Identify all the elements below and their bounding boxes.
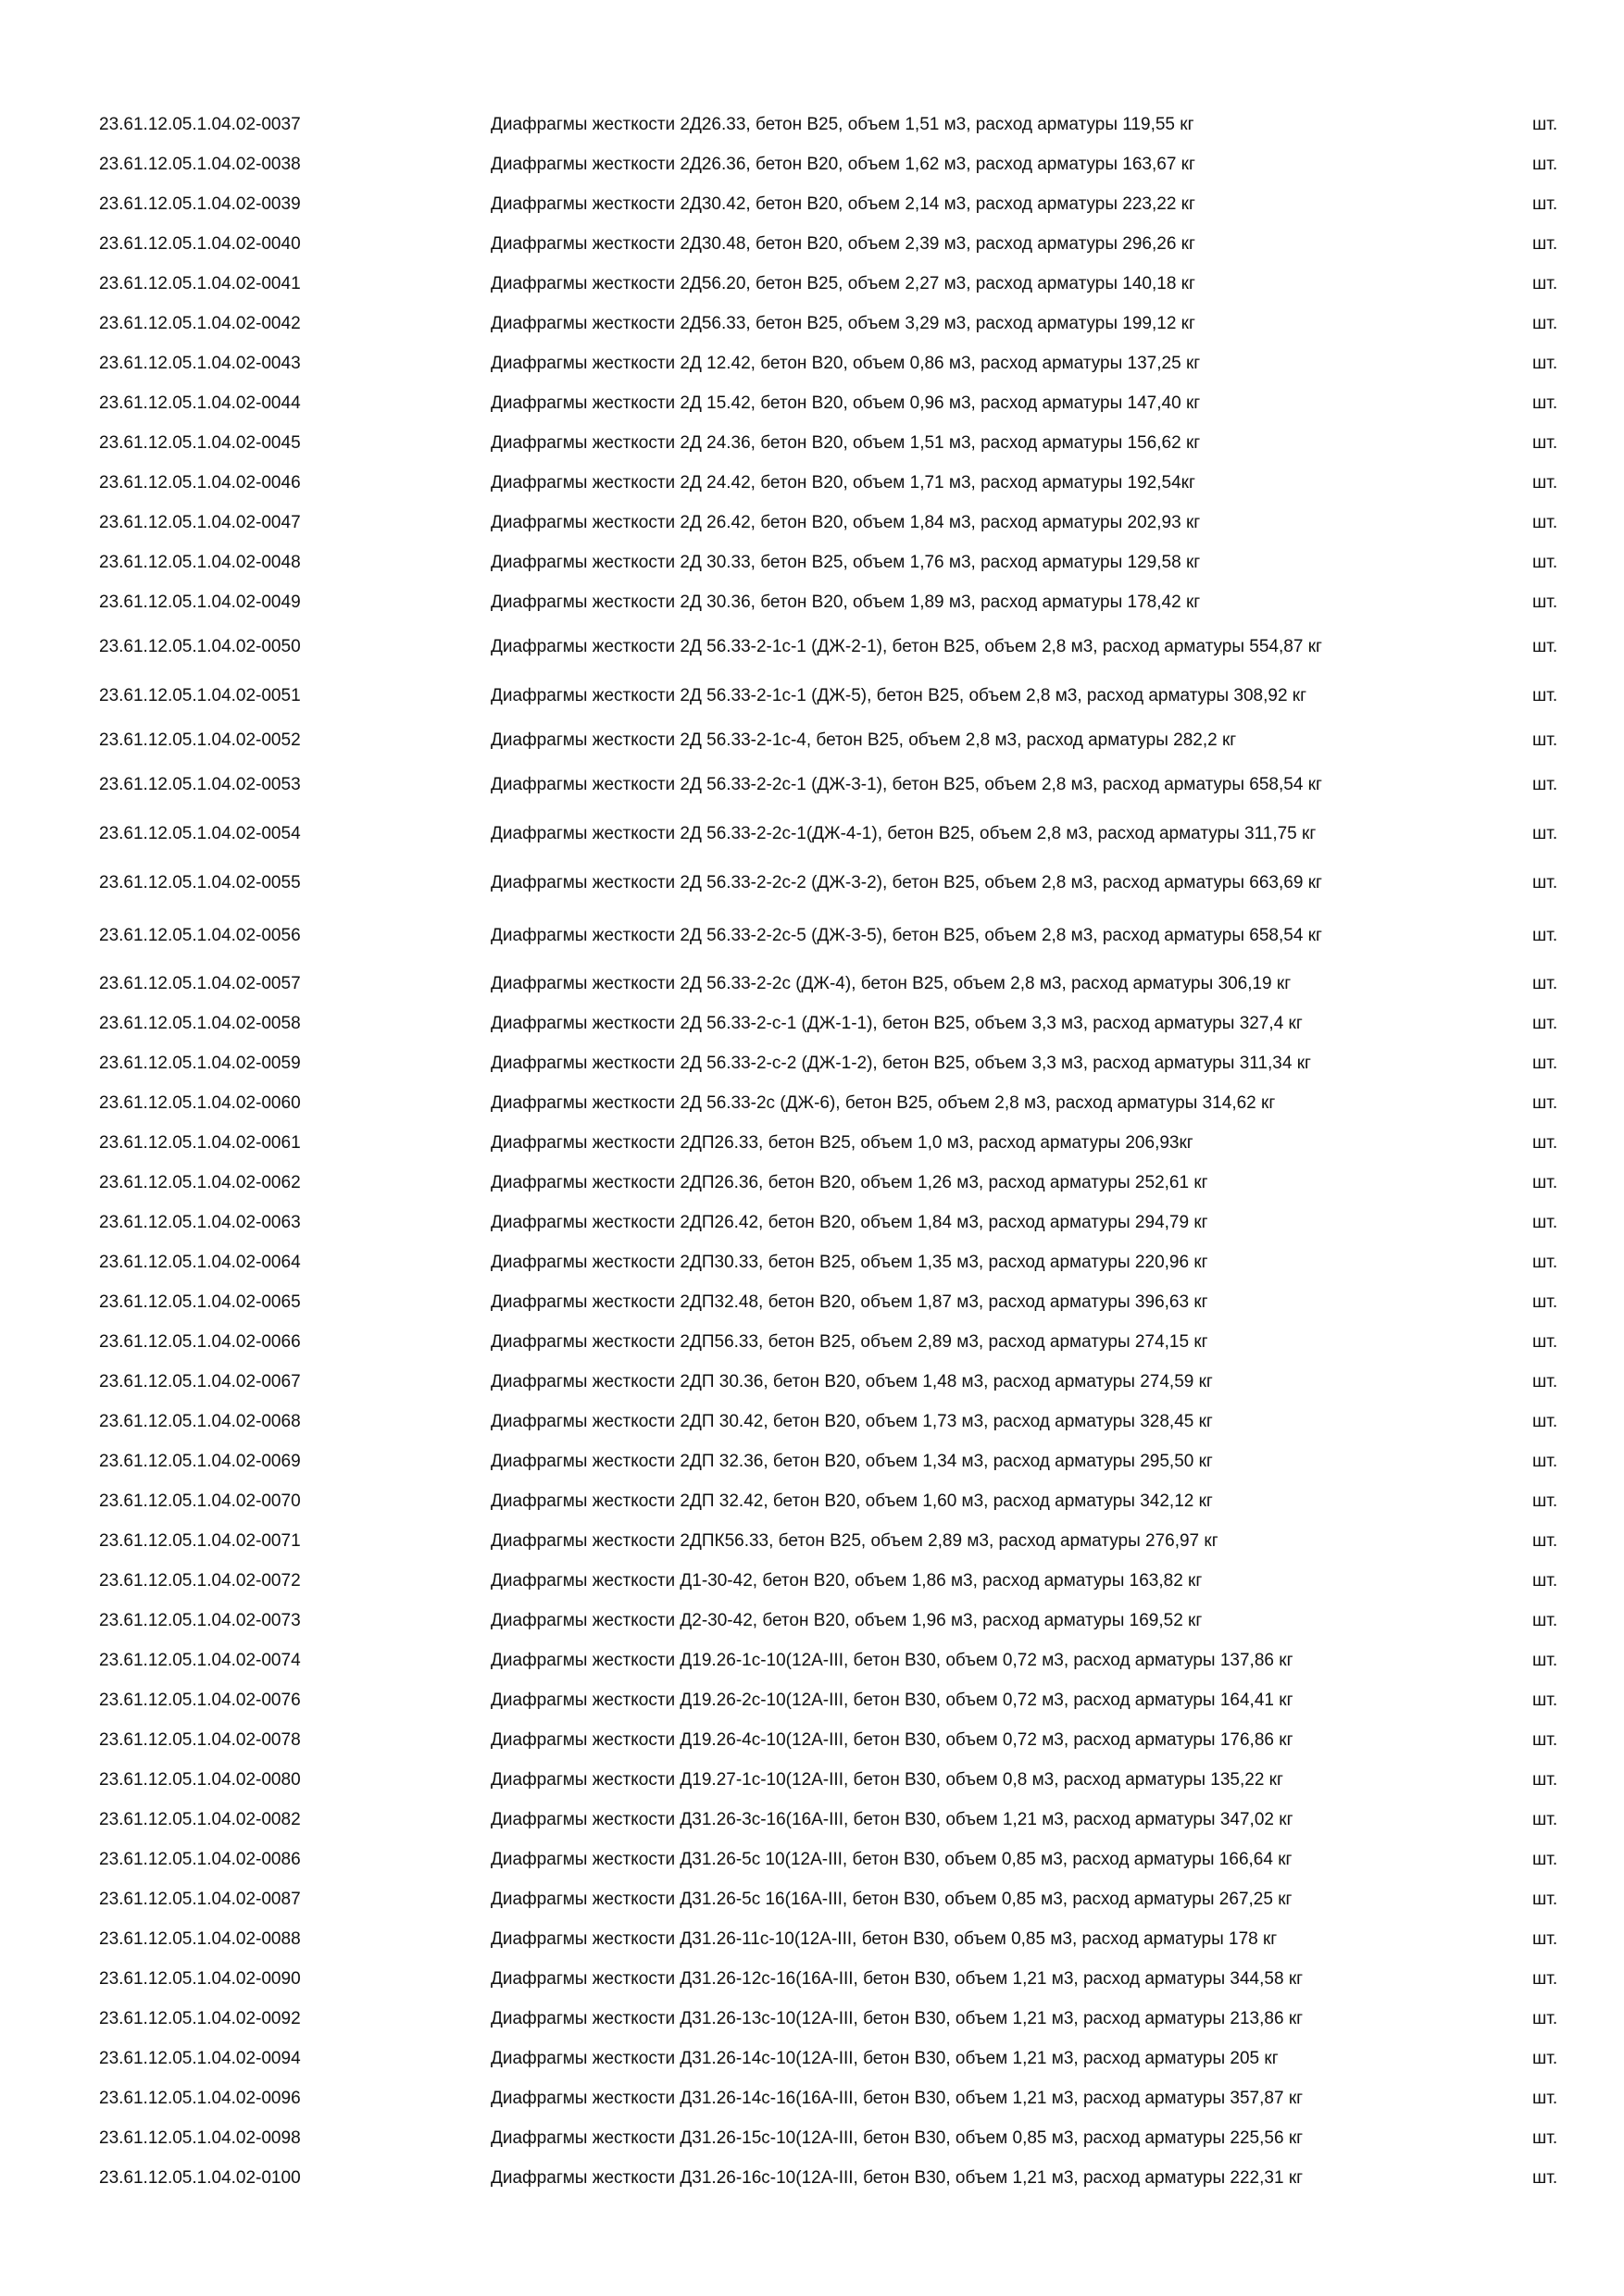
row-code: 23.61.12.05.1.04.02-0100 <box>99 2167 301 2188</box>
table-row <box>0 423 1624 463</box>
row-unit: шт. <box>1532 1610 1558 1630</box>
table-row <box>0 1720 1624 1760</box>
row-description: Диафрагмы жесткости Д31.26-14с-16(16А-III, бетон В30, объем 1,21 м3, расход арматуры 357,87 кг <box>491 2088 1304 2108</box>
row-description: Диафрагмы жесткости 2Д 56.33-2с (ДЖ-6), бетон В25, объем 2,8 м3, расход арматуры 314,62 кг <box>491 1092 1276 1113</box>
row-unit: шт. <box>1532 1172 1558 1192</box>
row-code: 23.61.12.05.1.04.02-0074 <box>99 1650 301 1670</box>
row-description: Диафрагмы жесткости Д19.26-2с-10(12А-III, бетон В30, объем 0,72 м3, расход арматуры 164,41 кг <box>491 1690 1293 1710</box>
row-code: 23.61.12.05.1.04.02-0047 <box>99 512 301 532</box>
table-row <box>0 1322 1624 1362</box>
row-unit: шт. <box>1532 1451 1558 1471</box>
row-code: 23.61.12.05.1.04.02-0042 <box>99 313 301 333</box>
row-description: Диафрагмы жесткости 2Д56.33, бетон В25, объем 3,29 м3, расход арматуры 199,12 кг <box>491 313 1195 333</box>
row-description: Диафрагмы жесткости 2Д 12.42, бетон В20, объем 0,86 м3, расход арматуры 137,25 кг <box>491 353 1201 373</box>
row-unit: шт. <box>1532 774 1558 794</box>
row-description: Диафрагмы жесткости Д2-30-42, бетон В20, объем 1,96 м3, расход арматуры 169,52 кг <box>491 1610 1203 1630</box>
row-unit: шт. <box>1532 233 1558 254</box>
row-code: 23.61.12.05.1.04.02-0058 <box>99 1013 301 1033</box>
table-row <box>0 1402 1624 1441</box>
row-description: Диафрагмы жесткости Д31.26-12с-16(16А-III, бетон В30, объем 1,21 м3, расход арматуры 344,58 кг <box>491 1968 1304 1989</box>
row-unit: шт. <box>1532 1570 1558 1591</box>
row-unit: шт. <box>1532 2048 1558 2068</box>
row-code: 23.61.12.05.1.04.02-0059 <box>99 1053 301 1073</box>
table-row <box>0 1043 1624 1083</box>
row-unit: шт. <box>1532 1491 1558 1511</box>
row-code: 23.61.12.05.1.04.02-0094 <box>99 2048 301 2068</box>
table-row <box>0 760 1624 809</box>
row-code: 23.61.12.05.1.04.02-0090 <box>99 1968 301 1989</box>
table-row <box>0 343 1624 383</box>
row-code: 23.61.12.05.1.04.02-0073 <box>99 1610 301 1630</box>
row-code: 23.61.12.05.1.04.02-0087 <box>99 1889 301 1909</box>
row-unit: шт. <box>1532 472 1558 493</box>
row-description: Диафрагмы жесткости Д31.26-15с-10(12А-III, бетон В30, объем 0,85 м3, расход арматуры 225,56 кг <box>491 2128 1304 2148</box>
row-description: Диафрагмы жесткости 2ДПК56.33, бетон В25, объем 2,89 м3, расход арматуры 276,97 кг <box>491 1530 1218 1551</box>
row-code: 23.61.12.05.1.04.02-0043 <box>99 353 301 373</box>
row-code: 23.61.12.05.1.04.02-0053 <box>99 774 301 794</box>
row-description: Диафрагмы жесткости 2ДП32.48, бетон В20, объем 1,87 м3, расход арматуры 396,63 кг <box>491 1292 1208 1312</box>
table-row <box>0 858 1624 907</box>
row-unit: шт. <box>1532 313 1558 333</box>
row-code: 23.61.12.05.1.04.02-0069 <box>99 1451 301 1471</box>
row-description: Диафрагмы жесткости 2Д 24.42, бетон В20, объем 1,71 м3, расход арматуры 192,54кг <box>491 472 1195 493</box>
row-description: Диафрагмы жесткости 2Д 56.33-2-1с-1 (ДЖ-5), бетон В25, объем 2,8 м3, расход арматуры 308,92 кг <box>491 685 1307 705</box>
row-code: 23.61.12.05.1.04.02-0039 <box>99 193 301 214</box>
row-code: 23.61.12.05.1.04.02-0044 <box>99 393 301 413</box>
row-code: 23.61.12.05.1.04.02-0040 <box>99 233 301 254</box>
row-code: 23.61.12.05.1.04.02-0054 <box>99 823 301 843</box>
table-row <box>0 1282 1624 1322</box>
row-unit: шт. <box>1532 1252 1558 1272</box>
table-row <box>0 224 1624 264</box>
row-unit: шт. <box>1532 2088 1558 2108</box>
table-row <box>0 671 1624 720</box>
row-unit: шт. <box>1532 1212 1558 1232</box>
row-code: 23.61.12.05.1.04.02-0063 <box>99 1212 301 1232</box>
table-row <box>0 582 1624 622</box>
row-description: Диафрагмы жесткости 2Д30.42, бетон В20, объем 2,14 м3, расход арматуры 223,22 кг <box>491 193 1195 214</box>
row-unit: шт. <box>1532 273 1558 293</box>
table-row <box>0 1441 1624 1481</box>
table-row <box>0 1800 1624 1840</box>
row-unit: шт. <box>1532 552 1558 572</box>
table-row <box>0 383 1624 423</box>
row-code: 23.61.12.05.1.04.02-0048 <box>99 552 301 572</box>
row-unit: шт. <box>1532 1690 1558 1710</box>
row-unit: шт. <box>1532 1092 1558 1113</box>
row-unit: шт. <box>1532 2167 1558 2188</box>
row-code: 23.61.12.05.1.04.02-0066 <box>99 1331 301 1352</box>
row-description: Диафрагмы жесткости 2Д26.36, бетон В20, объем 1,62 м3, расход арматуры 163,67 кг <box>491 154 1195 174</box>
row-description: Диафрагмы жесткости 2Д 56.33-2-2с-2 (ДЖ-3-2), бетон В25, объем 2,8 м3, расход арматуры 663,69 кг <box>491 872 1322 892</box>
row-description: Диафрагмы жесткости Д19.26-4с-10(12А-III, бетон В30, объем 0,72 м3, расход арматуры 176,86 кг <box>491 1729 1293 1750</box>
row-code: 23.61.12.05.1.04.02-0098 <box>99 2128 301 2148</box>
table-row <box>0 964 1624 1004</box>
row-unit: шт. <box>1532 2128 1558 2148</box>
row-description: Диафрагмы жесткости 2ДП26.36, бетон В20, объем 1,26 м3, расход арматуры 252,61 кг <box>491 1172 1208 1192</box>
row-description: Диафрагмы жесткости 2Д30.48, бетон В20, объем 2,39 м3, расход арматуры 296,26 кг <box>491 233 1195 254</box>
table-row <box>0 1481 1624 1521</box>
table-row <box>0 2158 1624 2198</box>
table-row <box>0 1123 1624 1163</box>
row-description: Диафрагмы жесткости Д31.26-3с-16(16А-III, бетон В30, объем 1,21 м3, расход арматуры 347,02 кг <box>491 1809 1293 1829</box>
table-row <box>0 1959 1624 1999</box>
row-code: 23.61.12.05.1.04.02-0068 <box>99 1411 301 1431</box>
row-unit: шт. <box>1532 636 1558 656</box>
row-code: 23.61.12.05.1.04.02-0070 <box>99 1491 301 1511</box>
row-description: Диафрагмы жесткости 2Д 26.42, бетон В20, объем 1,84 м3, расход арматуры 202,93 кг <box>491 512 1201 532</box>
row-code: 23.61.12.05.1.04.02-0076 <box>99 1690 301 1710</box>
table-row <box>0 1840 1624 1879</box>
row-unit: шт. <box>1532 1928 1558 1949</box>
row-description: Диафрагмы жесткости 2ДП 32.42, бетон В20, объем 1,60 м3, расход арматуры 342,12 кг <box>491 1491 1213 1511</box>
table-row <box>0 1879 1624 1919</box>
row-description: Диафрагмы жесткости 2Д 30.36, бетон В20, объем 1,89 м3, расход арматуры 178,42 кг <box>491 592 1201 612</box>
row-unit: шт. <box>1532 1292 1558 1312</box>
row-unit: шт. <box>1532 973 1558 993</box>
table-row <box>0 622 1624 671</box>
row-description: Диафрагмы жесткости 2Д 56.33-2-с-2 (ДЖ-1-2), бетон В25, объем 3,3 м3, расход арматуры 311,34 кг <box>491 1053 1311 1073</box>
table-row <box>0 1203 1624 1242</box>
row-unit: шт. <box>1532 1331 1558 1352</box>
row-unit: шт. <box>1532 592 1558 612</box>
row-unit: шт. <box>1532 685 1558 705</box>
row-code: 23.61.12.05.1.04.02-0086 <box>99 1849 301 1869</box>
row-unit: шт. <box>1532 114 1558 134</box>
table-row <box>0 1561 1624 1601</box>
table-row <box>0 1521 1624 1561</box>
row-code: 23.61.12.05.1.04.02-0071 <box>99 1530 301 1551</box>
row-description: Диафрагмы жесткости 2ДП 30.36, бетон В20, объем 1,48 м3, расход арматуры 274,59 кг <box>491 1371 1213 1391</box>
table-row <box>0 1999 1624 2039</box>
row-code: 23.61.12.05.1.04.02-0060 <box>99 1092 301 1113</box>
table-row <box>0 1680 1624 1720</box>
row-description: Диафрагмы жесткости Д31.26-5с 10(12А-III, бетон В30, объем 0,85 м3, расход арматуры 166,64 кг <box>491 1849 1293 1869</box>
row-description: Диафрагмы жесткости Д1-30-42, бетон В20, объем 1,86 м3, расход арматуры 163,82 кг <box>491 1570 1203 1591</box>
row-description: Диафрагмы жесткости 2ДП 30.42, бетон В20, объем 1,73 м3, расход арматуры 328,45 кг <box>491 1411 1213 1431</box>
row-description: Диафрагмы жесткости 2ДП26.42, бетон В20, объем 1,84 м3, расход арматуры 294,79 кг <box>491 1212 1208 1232</box>
row-code: 23.61.12.05.1.04.02-0041 <box>99 273 301 293</box>
row-unit: шт. <box>1532 432 1558 453</box>
table-row <box>0 463 1624 503</box>
row-description: Диафрагмы жесткости 2Д 56.33-2-2с (ДЖ-4), бетон В25, объем 2,8 м3, расход арматуры 306,19 кг <box>491 973 1292 993</box>
row-unit: шт. <box>1532 823 1558 843</box>
row-code: 23.61.12.05.1.04.02-0050 <box>99 636 301 656</box>
row-description: Диафрагмы жесткости 2Д 56.33-2-1с-1 (ДЖ-2-1), бетон В25, объем 2,8 м3, расход арматуры 554,87 кг <box>491 636 1322 656</box>
row-code: 23.61.12.05.1.04.02-0049 <box>99 592 301 612</box>
table-row <box>0 1083 1624 1123</box>
row-code: 23.61.12.05.1.04.02-0067 <box>99 1371 301 1391</box>
row-unit: шт. <box>1532 393 1558 413</box>
table-row <box>0 1760 1624 1800</box>
row-description: Диафрагмы жесткости 2Д26.33, бетон В25, объем 1,51 м3, расход арматуры 119,55 кг <box>491 114 1194 134</box>
table-row <box>0 304 1624 343</box>
row-description: Диафрагмы жесткости 2Д56.20, бетон В25, объем 2,27 м3, расход арматуры 140,18 кг <box>491 273 1195 293</box>
row-description: Диафрагмы жесткости 2ДП56.33, бетон В25, объем 2,89 м3, расход арматуры 274,15 кг <box>491 1331 1208 1352</box>
row-code: 23.61.12.05.1.04.02-0038 <box>99 154 301 174</box>
row-code: 23.61.12.05.1.04.02-0055 <box>99 872 301 892</box>
table-row <box>0 1004 1624 1043</box>
row-description: Диафрагмы жесткости Д31.26-16с-10(12А-III, бетон В30, объем 1,21 м3, расход арматуры 222,31 кг <box>491 2167 1304 2188</box>
table-row <box>0 809 1624 858</box>
row-unit: шт. <box>1532 154 1558 174</box>
row-unit: шт. <box>1532 1729 1558 1750</box>
row-unit: шт. <box>1532 193 1558 214</box>
row-code: 23.61.12.05.1.04.02-0051 <box>99 685 301 705</box>
row-unit: шт. <box>1532 1371 1558 1391</box>
row-unit: шт. <box>1532 512 1558 532</box>
row-code: 23.61.12.05.1.04.02-0037 <box>99 114 301 134</box>
table-row <box>0 184 1624 224</box>
row-code: 23.61.12.05.1.04.02-0088 <box>99 1928 301 1949</box>
row-unit: шт. <box>1532 1968 1558 1989</box>
table-row <box>0 720 1624 760</box>
table-row <box>0 1362 1624 1402</box>
row-code: 23.61.12.05.1.04.02-0046 <box>99 472 301 493</box>
row-description: Диафрагмы жесткости 2ДП 32.36, бетон В20, объем 1,34 м3, расход арматуры 295,50 кг <box>491 1451 1213 1471</box>
row-unit: шт. <box>1532 730 1558 750</box>
row-unit: шт. <box>1532 1769 1558 1790</box>
row-description: Диафрагмы жесткости 2Д 24.36, бетон В20, объем 1,51 м3, расход арматуры 156,62 кг <box>491 432 1201 453</box>
table-row <box>0 1641 1624 1680</box>
table-row <box>0 2039 1624 2078</box>
row-code: 23.61.12.05.1.04.02-0092 <box>99 2008 301 2028</box>
row-unit: шт. <box>1532 1132 1558 1153</box>
row-description: Диафрагмы жесткости 2ДП26.33, бетон В25, объем 1,0 м3, расход арматуры 206,93кг <box>491 1132 1193 1153</box>
table-row <box>0 105 1624 144</box>
row-code: 23.61.12.05.1.04.02-0082 <box>99 1809 301 1829</box>
table-row <box>0 144 1624 184</box>
row-code: 23.61.12.05.1.04.02-0065 <box>99 1292 301 1312</box>
row-code: 23.61.12.05.1.04.02-0061 <box>99 1132 301 1153</box>
row-unit: шт. <box>1532 1849 1558 1869</box>
table-row <box>0 1601 1624 1641</box>
row-code: 23.61.12.05.1.04.02-0096 <box>99 2088 301 2108</box>
table-row <box>0 2118 1624 2158</box>
table-row <box>0 1919 1624 1959</box>
row-code: 23.61.12.05.1.04.02-0045 <box>99 432 301 453</box>
price-list-table <box>0 105 1624 2198</box>
table-row <box>0 1163 1624 1203</box>
row-unit: шт. <box>1532 872 1558 892</box>
row-code: 23.61.12.05.1.04.02-0056 <box>99 925 301 945</box>
row-code: 23.61.12.05.1.04.02-0078 <box>99 1729 301 1750</box>
row-description: Диафрагмы жесткости Д19.26-1с-10(12А-III, бетон В30, объем 0,72 м3, расход арматуры 137,86 кг <box>491 1650 1293 1670</box>
row-code: 23.61.12.05.1.04.02-0052 <box>99 730 301 750</box>
row-code: 23.61.12.05.1.04.02-0064 <box>99 1252 301 1272</box>
row-unit: шт. <box>1532 353 1558 373</box>
row-description: Диафрагмы жесткости 2Д 15.42, бетон В20, объем 0,96 м3, расход арматуры 147,40 кг <box>491 393 1201 413</box>
table-row <box>0 503 1624 543</box>
row-code: 23.61.12.05.1.04.02-0080 <box>99 1769 301 1790</box>
row-unit: шт. <box>1532 925 1558 945</box>
table-row <box>0 907 1624 964</box>
row-code: 23.61.12.05.1.04.02-0057 <box>99 973 301 993</box>
table-row <box>0 2078 1624 2118</box>
row-description: Диафрагмы жесткости 2ДП30.33, бетон В25, объем 1,35 м3, расход арматуры 220,96 кг <box>491 1252 1208 1272</box>
row-description: Диафрагмы жесткости 2Д 56.33-2-2с-1 (ДЖ-3-1), бетон В25, объем 2,8 м3, расход арматуры 658,54 кг <box>491 774 1322 794</box>
row-description: Диафрагмы жесткости Д31.26-14с-10(12А-III, бетон В30, объем 1,21 м3, расход арматуры 205 кг <box>491 2048 1279 2068</box>
row-description: Диафрагмы жесткости Д31.26-5с 16(16А-III, бетон В30, объем 0,85 м3, расход арматуры 267,25 кг <box>491 1889 1293 1909</box>
row-unit: шт. <box>1532 2008 1558 2028</box>
row-description: Диафрагмы жесткости Д31.26-13с-10(12А-III, бетон В30, объем 1,21 м3, расход арматуры 213,86 кг <box>491 2008 1304 2028</box>
row-unit: шт. <box>1532 1650 1558 1670</box>
row-unit: шт. <box>1532 1013 1558 1033</box>
table-row <box>0 264 1624 304</box>
table-row <box>0 543 1624 582</box>
row-unit: шт. <box>1532 1053 1558 1073</box>
row-unit: шт. <box>1532 1411 1558 1431</box>
row-unit: шт. <box>1532 1889 1558 1909</box>
row-description: Диафрагмы жесткости 2Д 56.33-2-2с-1(ДЖ-4-1), бетон В25, объем 2,8 м3, расход арматуры 311,75 кг <box>491 823 1317 843</box>
row-unit: шт. <box>1532 1530 1558 1551</box>
table-row <box>0 1242 1624 1282</box>
row-code: 23.61.12.05.1.04.02-0072 <box>99 1570 301 1591</box>
row-description: Диафрагмы жесткости 2Д 56.33-2-2с-5 (ДЖ-3-5), бетон В25, объем 2,8 м3, расход арматуры 658,54 кг <box>491 925 1322 945</box>
row-code: 23.61.12.05.1.04.02-0062 <box>99 1172 301 1192</box>
row-description: Диафрагмы жесткости Д19.27-1с-10(12А-III, бетон В30, объем 0,8 м3, расход арматуры 135,22 кг <box>491 1769 1283 1790</box>
row-description: Диафрагмы жесткости 2Д 56.33-2-с-1 (ДЖ-1-1), бетон В25, объем 3,3 м3, расход арматуры 327,4 кг <box>491 1013 1303 1033</box>
row-unit: шт. <box>1532 1809 1558 1829</box>
row-description: Диафрагмы жесткости 2Д 56.33-2-1с-4, бетон В25, объем 2,8 м3, расход арматуры 282,2 кг <box>491 730 1237 750</box>
row-description: Диафрагмы жесткости Д31.26-11с-10(12А-III, бетон В30, объем 0,85 м3, расход арматуры 178 кг <box>491 1928 1278 1949</box>
row-description: Диафрагмы жесткости 2Д 30.33, бетон В25, объем 1,76 м3, расход арматуры 129,58 кг <box>491 552 1201 572</box>
